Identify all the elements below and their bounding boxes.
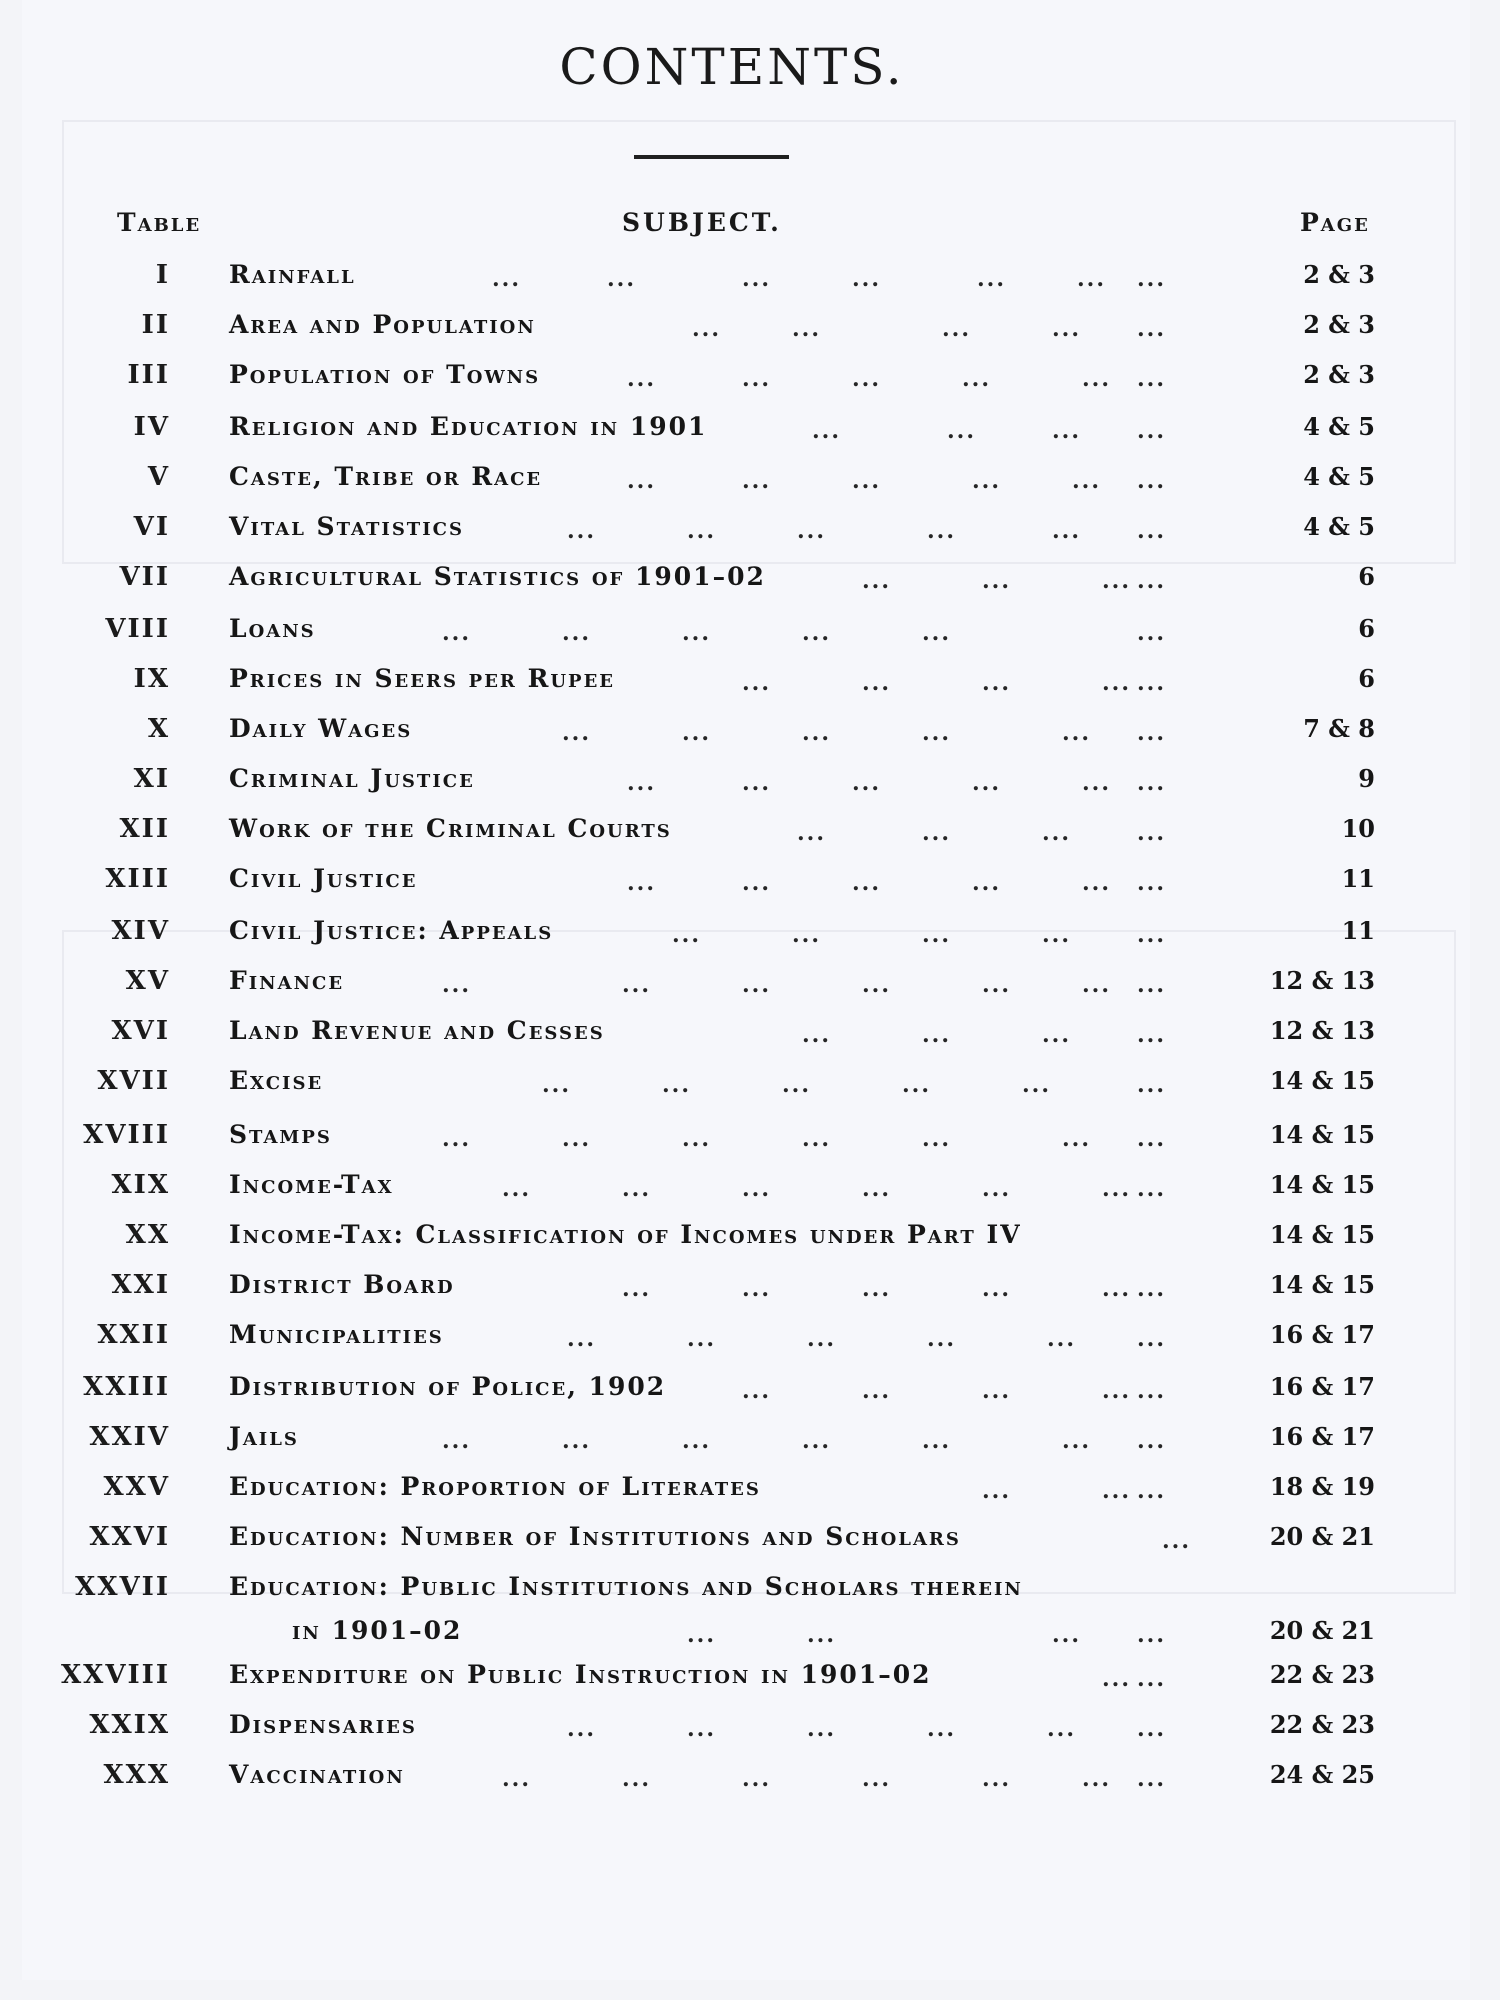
leader-dots: ... bbox=[922, 922, 951, 948]
leader-dots: ... bbox=[567, 1716, 596, 1742]
page-number: 14 & 15 bbox=[1269, 1120, 1375, 1149]
leader-dots: ... bbox=[797, 518, 826, 544]
leader-dots: ... bbox=[1137, 620, 1166, 646]
contents-row bbox=[22, 966, 1470, 1006]
leader-dots: ... bbox=[492, 266, 521, 292]
leader-dots: ... bbox=[742, 1276, 771, 1302]
contents-row bbox=[22, 462, 1470, 502]
page-number: 6 bbox=[1358, 614, 1375, 643]
page-number: 4 & 5 bbox=[1303, 512, 1375, 541]
subject-title: Civil Justice bbox=[229, 864, 418, 893]
leader-dots: ... bbox=[1102, 1176, 1131, 1202]
page-number: 11 bbox=[1341, 864, 1375, 893]
leader-dots: ... bbox=[1137, 1126, 1166, 1152]
leader-dots: ... bbox=[442, 1428, 471, 1454]
table-number: VIII bbox=[105, 614, 170, 644]
leader-dots: ... bbox=[1137, 418, 1166, 444]
leader-dots: ... bbox=[1052, 1622, 1081, 1648]
page-number: 20 & 21 bbox=[1269, 1522, 1375, 1551]
leader-dots: ... bbox=[1052, 316, 1081, 342]
leader-dots: ... bbox=[742, 972, 771, 998]
page-number: 16 & 17 bbox=[1269, 1372, 1375, 1401]
subject-title: Area and Population bbox=[229, 310, 536, 339]
table-number: XVII bbox=[97, 1066, 170, 1096]
leader-dots: ... bbox=[982, 972, 1011, 998]
leader-dots: ... bbox=[742, 1766, 771, 1792]
subject-title: Work of the Criminal Courts bbox=[229, 814, 672, 843]
leader-dots: ... bbox=[782, 1072, 811, 1098]
leader-dots: ... bbox=[1137, 1766, 1166, 1792]
leader-dots: ... bbox=[682, 620, 711, 646]
subject-title: Expenditure on Public Instruction in 1901–02 bbox=[229, 1660, 932, 1689]
subject-title: Income-Tax: Classification of Incomes under Part IV bbox=[229, 1220, 1022, 1249]
leader-dots: ... bbox=[947, 418, 976, 444]
page-column-header: Page bbox=[1300, 208, 1370, 237]
page-number: 11 bbox=[1341, 916, 1375, 945]
leader-dots: ... bbox=[1137, 1716, 1166, 1742]
page-number: 14 & 15 bbox=[1269, 1220, 1375, 1249]
leader-dots: ... bbox=[622, 1276, 651, 1302]
leader-dots: ... bbox=[1102, 1478, 1131, 1504]
leader-dots: ... bbox=[682, 720, 711, 746]
subject-title: Income-Tax bbox=[229, 1170, 394, 1199]
leader-dots: ... bbox=[742, 366, 771, 392]
subject-title: Jails bbox=[229, 1422, 299, 1451]
leader-dots: ... bbox=[807, 1716, 836, 1742]
subject-title: Criminal Justice bbox=[229, 764, 475, 793]
leader-dots: ... bbox=[797, 820, 826, 846]
leader-dots: ... bbox=[1137, 770, 1166, 796]
leader-dots: ... bbox=[1137, 518, 1166, 544]
page-number: 7 & 8 bbox=[1303, 714, 1375, 743]
subject-title: Finance bbox=[229, 966, 345, 995]
page-title: CONTENTS. bbox=[559, 38, 905, 96]
leader-dots: ... bbox=[927, 1716, 956, 1742]
subject-title: Religion and Education in 1901 bbox=[229, 412, 708, 441]
leader-dots: ... bbox=[1137, 972, 1166, 998]
leader-dots: ... bbox=[627, 366, 656, 392]
page-number: 12 & 13 bbox=[1269, 1016, 1375, 1045]
leader-dots: ... bbox=[627, 870, 656, 896]
leader-dots: ... bbox=[1042, 1022, 1071, 1048]
contents-row bbox=[22, 412, 1470, 452]
leader-dots: ... bbox=[862, 1378, 891, 1404]
leader-dots: ... bbox=[977, 266, 1006, 292]
leader-dots: ... bbox=[1022, 1072, 1051, 1098]
table-number: XXX bbox=[103, 1760, 170, 1790]
leader-dots: ... bbox=[922, 720, 951, 746]
leader-dots: ... bbox=[627, 468, 656, 494]
leader-dots: ... bbox=[1137, 870, 1166, 896]
page-number: 9 bbox=[1358, 764, 1375, 793]
contents-row bbox=[22, 664, 1470, 704]
leader-dots: ... bbox=[972, 870, 1001, 896]
contents-row bbox=[22, 1372, 1470, 1412]
leader-dots: ... bbox=[812, 418, 841, 444]
contents-row bbox=[22, 1660, 1470, 1700]
leader-dots: ... bbox=[1137, 316, 1166, 342]
page-number: 4 & 5 bbox=[1303, 412, 1375, 441]
leader-dots: ... bbox=[1137, 820, 1166, 846]
leader-dots: ... bbox=[672, 922, 701, 948]
page-number: 4 & 5 bbox=[1303, 462, 1375, 491]
contents-row bbox=[22, 1572, 1470, 1612]
leader-dots: ... bbox=[792, 316, 821, 342]
contents-row bbox=[22, 310, 1470, 350]
subject-title: Excise bbox=[229, 1066, 324, 1095]
leader-dots: ... bbox=[1137, 1666, 1166, 1692]
leader-dots: ... bbox=[622, 1176, 651, 1202]
leader-dots: ... bbox=[1042, 820, 1071, 846]
contents-row bbox=[22, 614, 1470, 654]
subject-title: Distribution of Police, 1902 bbox=[229, 1372, 667, 1401]
leader-dots: ... bbox=[1137, 1622, 1166, 1648]
leader-dots: ... bbox=[1137, 1176, 1166, 1202]
leader-dots: ... bbox=[802, 720, 831, 746]
table-number: XI bbox=[133, 764, 170, 794]
leader-dots: ... bbox=[862, 670, 891, 696]
table-number: XXIX bbox=[89, 1710, 170, 1740]
leader-dots: ... bbox=[1077, 266, 1106, 292]
title-rule bbox=[634, 155, 789, 159]
leader-dots: ... bbox=[852, 870, 881, 896]
leader-dots: ... bbox=[1137, 568, 1166, 594]
leader-dots: ... bbox=[922, 620, 951, 646]
leader-dots: ... bbox=[542, 1072, 571, 1098]
leader-dots: ... bbox=[982, 1276, 1011, 1302]
leader-dots: ... bbox=[742, 266, 771, 292]
leader-dots: ... bbox=[972, 468, 1001, 494]
table-number: XXVI bbox=[89, 1522, 170, 1552]
table-number: XV bbox=[125, 966, 170, 996]
leader-dots: ... bbox=[562, 620, 591, 646]
leader-dots: ... bbox=[567, 518, 596, 544]
leader-dots: ... bbox=[922, 820, 951, 846]
leader-dots: ... bbox=[862, 1766, 891, 1792]
leader-dots: ... bbox=[1082, 366, 1111, 392]
contents-row bbox=[22, 764, 1470, 804]
table-number: I bbox=[155, 260, 170, 290]
page-number: 12 & 13 bbox=[1269, 966, 1375, 995]
leader-dots: ... bbox=[1137, 468, 1166, 494]
leader-dots: ... bbox=[802, 1022, 831, 1048]
leader-dots: ... bbox=[982, 1766, 1011, 1792]
table-number: XIX bbox=[111, 1170, 170, 1200]
leader-dots: ... bbox=[682, 1428, 711, 1454]
leader-dots: ... bbox=[687, 1622, 716, 1648]
subject-title: Education: Proportion of Literates bbox=[229, 1472, 761, 1501]
subject-title: Prices in Seers per Rupee bbox=[229, 664, 616, 693]
table-number: XXVIII bbox=[60, 1660, 170, 1690]
table-number: XXII bbox=[97, 1320, 170, 1350]
leader-dots: ... bbox=[502, 1766, 531, 1792]
leader-dots: ... bbox=[1082, 870, 1111, 896]
leader-dots: ... bbox=[1102, 670, 1131, 696]
subject-title: Caste, Tribe or Race bbox=[229, 462, 543, 491]
leader-dots: ... bbox=[1102, 1378, 1131, 1404]
leader-dots: ... bbox=[1137, 1072, 1166, 1098]
contents-row-continuation bbox=[22, 1616, 1470, 1656]
subject-title: Education: Number of Institutions and Scholars bbox=[229, 1522, 961, 1551]
contents-row bbox=[22, 1220, 1470, 1260]
leader-dots: ... bbox=[852, 770, 881, 796]
leader-dots: ... bbox=[902, 1072, 931, 1098]
contents-row bbox=[22, 1422, 1470, 1462]
subject-title: Education: Public Institutions and Scholars therein bbox=[229, 1572, 1023, 1601]
leader-dots: ... bbox=[1062, 720, 1091, 746]
leader-dots: ... bbox=[627, 770, 656, 796]
leader-dots: ... bbox=[1137, 266, 1166, 292]
leader-dots: ... bbox=[802, 620, 831, 646]
leader-dots: ... bbox=[742, 870, 771, 896]
leader-dots: ... bbox=[852, 266, 881, 292]
leader-dots: ... bbox=[567, 1326, 596, 1352]
subject-title: Daily Wages bbox=[229, 714, 413, 743]
leader-dots: ... bbox=[1082, 1766, 1111, 1792]
table-number: XXV bbox=[103, 1472, 170, 1502]
table-number: XVIII bbox=[83, 1120, 170, 1150]
leader-dots: ... bbox=[1082, 770, 1111, 796]
subject-title: Loans bbox=[229, 614, 316, 643]
contents-row bbox=[22, 360, 1470, 400]
leader-dots: ... bbox=[1062, 1126, 1091, 1152]
table-number: XX bbox=[125, 1220, 170, 1250]
leader-dots: ... bbox=[692, 316, 721, 342]
leader-dots: ... bbox=[1137, 366, 1166, 392]
leader-dots: ... bbox=[562, 1428, 591, 1454]
leader-dots: ... bbox=[927, 1326, 956, 1352]
leader-dots: ... bbox=[1137, 1276, 1166, 1302]
contents-row bbox=[22, 714, 1470, 754]
leader-dots: ... bbox=[982, 1378, 1011, 1404]
subject-title: Civil Justice: Appeals bbox=[229, 916, 554, 945]
leader-dots: ... bbox=[607, 266, 636, 292]
page-number: 22 & 23 bbox=[1269, 1710, 1375, 1739]
leader-dots: ... bbox=[1137, 1428, 1166, 1454]
leader-dots: ... bbox=[982, 1176, 1011, 1202]
leader-dots: ... bbox=[1162, 1528, 1191, 1554]
leader-dots: ... bbox=[502, 1176, 531, 1202]
leader-dots: ... bbox=[972, 770, 1001, 796]
page-number: 16 & 17 bbox=[1269, 1320, 1375, 1349]
table-number: XXIII bbox=[83, 1372, 170, 1402]
leader-dots: ... bbox=[862, 1176, 891, 1202]
subject-title: Municipalities bbox=[229, 1320, 444, 1349]
leader-dots: ... bbox=[442, 620, 471, 646]
leader-dots: ... bbox=[982, 568, 1011, 594]
table-number: V bbox=[147, 462, 170, 492]
page-number: 14 & 15 bbox=[1269, 1170, 1375, 1199]
leader-dots: ... bbox=[927, 518, 956, 544]
page-number: 6 bbox=[1358, 562, 1375, 591]
leader-dots: ... bbox=[742, 1378, 771, 1404]
contents-row bbox=[22, 1522, 1470, 1562]
leader-dots: ... bbox=[1042, 922, 1071, 948]
page-number: 14 & 15 bbox=[1269, 1270, 1375, 1299]
table-number: XXI bbox=[111, 1270, 170, 1300]
leader-dots: ... bbox=[442, 1126, 471, 1152]
subject-title: Stamps bbox=[229, 1120, 332, 1149]
leader-dots: ... bbox=[1137, 1326, 1166, 1352]
page-number: 24 & 25 bbox=[1269, 1760, 1375, 1789]
contents-row bbox=[22, 1120, 1470, 1160]
leader-dots: ... bbox=[742, 1176, 771, 1202]
table-column-header: Table bbox=[117, 208, 202, 237]
page-number: 22 & 23 bbox=[1269, 1660, 1375, 1689]
leader-dots: ... bbox=[1137, 1022, 1166, 1048]
contents-row bbox=[22, 1472, 1470, 1512]
leader-dots: ... bbox=[982, 670, 1011, 696]
leader-dots: ... bbox=[1047, 1326, 1076, 1352]
contents-row bbox=[22, 814, 1470, 854]
leader-dots: ... bbox=[687, 1716, 716, 1742]
leader-dots: ... bbox=[442, 972, 471, 998]
table-number: XXVII bbox=[75, 1572, 170, 1602]
contents-row bbox=[22, 512, 1470, 552]
leader-dots: ... bbox=[852, 366, 881, 392]
table-number: XII bbox=[119, 814, 170, 844]
leader-dots: ... bbox=[1137, 1378, 1166, 1404]
page-number: 10 bbox=[1341, 814, 1375, 843]
table-number: XVI bbox=[111, 1016, 170, 1046]
leader-dots: ... bbox=[1052, 518, 1081, 544]
subject-column-header: SUBJECT. bbox=[622, 208, 782, 237]
leader-dots: ... bbox=[807, 1326, 836, 1352]
page-number: 18 & 19 bbox=[1269, 1472, 1375, 1501]
table-number: XIII bbox=[105, 864, 170, 894]
subject-title: Dispensaries bbox=[229, 1710, 417, 1739]
contents-row bbox=[22, 1170, 1470, 1210]
leader-dots: ... bbox=[792, 922, 821, 948]
leader-dots: ... bbox=[862, 972, 891, 998]
leader-dots: ... bbox=[1072, 468, 1101, 494]
leader-dots: ... bbox=[942, 316, 971, 342]
leader-dots: ... bbox=[742, 770, 771, 796]
subject-title: Population of Towns bbox=[229, 360, 541, 389]
table-number: VI bbox=[133, 512, 170, 542]
contents-row bbox=[22, 1760, 1470, 1800]
leader-dots: ... bbox=[1047, 1716, 1076, 1742]
table-number: VII bbox=[119, 562, 170, 592]
contents-row bbox=[22, 1710, 1470, 1750]
leader-dots: ... bbox=[662, 1072, 691, 1098]
subject-title: District Board bbox=[229, 1270, 455, 1299]
leader-dots: ... bbox=[922, 1022, 951, 1048]
leader-dots: ... bbox=[982, 1478, 1011, 1504]
leader-dots: ... bbox=[687, 518, 716, 544]
contents-row bbox=[22, 1066, 1470, 1106]
contents-row bbox=[22, 864, 1470, 904]
contents-page bbox=[22, 0, 1470, 1980]
page-number: 14 & 15 bbox=[1269, 1066, 1375, 1095]
table-number: IX bbox=[133, 664, 170, 694]
leader-dots: ... bbox=[1052, 418, 1081, 444]
table-number: II bbox=[141, 310, 170, 340]
leader-dots: ... bbox=[742, 468, 771, 494]
subject-title: Land Revenue and Cesses bbox=[229, 1016, 605, 1045]
subject-title: Agricultural Statistics of 1901–02 bbox=[229, 562, 766, 591]
leader-dots: ... bbox=[852, 468, 881, 494]
leader-dots: ... bbox=[562, 720, 591, 746]
leader-dots: ... bbox=[1137, 720, 1166, 746]
leader-dots: ... bbox=[862, 1276, 891, 1302]
page-number: 2 & 3 bbox=[1303, 360, 1375, 389]
leader-dots: ... bbox=[807, 1622, 836, 1648]
contents-row bbox=[22, 1016, 1470, 1056]
leader-dots: ... bbox=[687, 1326, 716, 1352]
leader-dots: ... bbox=[962, 366, 991, 392]
subject-title-continuation: in 1901–02 bbox=[292, 1616, 463, 1645]
leader-dots: ... bbox=[862, 568, 891, 594]
page-number: 2 & 3 bbox=[1303, 260, 1375, 289]
leader-dots: ... bbox=[922, 1126, 951, 1152]
contents-row bbox=[22, 1270, 1470, 1310]
page-number: 2 & 3 bbox=[1303, 310, 1375, 339]
leader-dots: ... bbox=[1137, 1478, 1166, 1504]
subject-title: Vital Statistics bbox=[229, 512, 464, 541]
table-number: XXIV bbox=[89, 1422, 170, 1452]
leader-dots: ... bbox=[1102, 1276, 1131, 1302]
contents-row bbox=[22, 562, 1470, 602]
leader-dots: ... bbox=[622, 1766, 651, 1792]
table-number: X bbox=[147, 714, 170, 744]
page-number: 20 & 21 bbox=[1269, 1616, 1375, 1645]
table-number: XIV bbox=[111, 916, 170, 946]
leader-dots: ... bbox=[1102, 568, 1131, 594]
leader-dots: ... bbox=[1137, 922, 1166, 948]
leader-dots: ... bbox=[802, 1428, 831, 1454]
table-number: IV bbox=[133, 412, 170, 442]
page-number: 6 bbox=[1358, 664, 1375, 693]
leader-dots: ... bbox=[562, 1126, 591, 1152]
contents-row bbox=[22, 1320, 1470, 1360]
contents-row bbox=[22, 260, 1470, 300]
page-number: 16 & 17 bbox=[1269, 1422, 1375, 1451]
subject-title: Rainfall bbox=[229, 260, 356, 289]
leader-dots: ... bbox=[922, 1428, 951, 1454]
leader-dots: ... bbox=[802, 1126, 831, 1152]
leader-dots: ... bbox=[1082, 972, 1111, 998]
leader-dots: ... bbox=[622, 972, 651, 998]
leader-dots: ... bbox=[742, 670, 771, 696]
leader-dots: ... bbox=[1102, 1666, 1131, 1692]
contents-row bbox=[22, 916, 1470, 956]
table-number: III bbox=[127, 360, 170, 390]
leader-dots: ... bbox=[682, 1126, 711, 1152]
subject-title: Vaccination bbox=[229, 1760, 405, 1789]
leader-dots: ... bbox=[1062, 1428, 1091, 1454]
leader-dots: ... bbox=[1137, 670, 1166, 696]
